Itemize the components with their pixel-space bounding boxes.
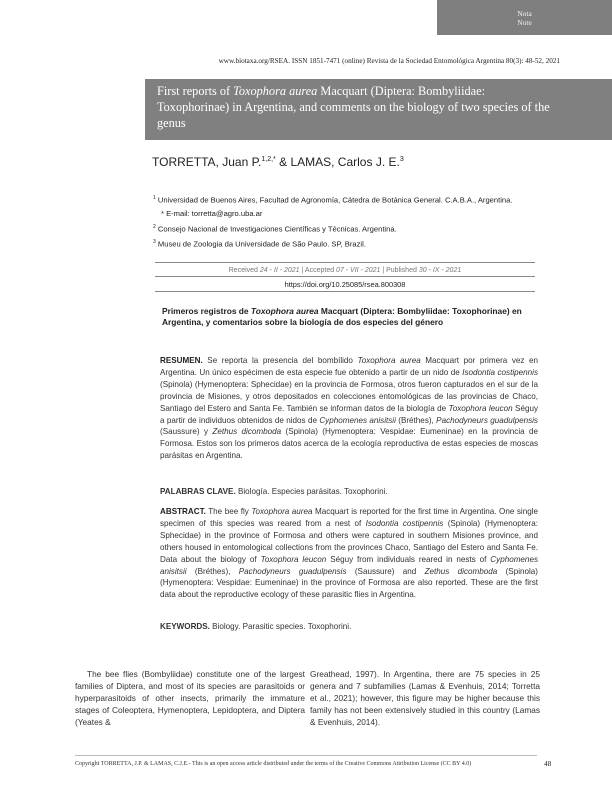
published-date: 30 - IX - 2021 bbox=[418, 267, 462, 274]
body-column-right bbox=[310, 668, 540, 728]
email-text: * E-mail: torretta@agro.uba.ar bbox=[161, 209, 263, 218]
title-species-name: Toxophora aurea bbox=[233, 84, 318, 98]
body-paragraph: Greathead, 1997). In Argentina, there are 75 species in 25 genera and 7 subfamilies (Lamas & Evenhuis, 2014; Torretta et al., 2021); however, this figure may be higher because this family has not been extensively studied in this country (Lamas & Evenhuis, 2014). bbox=[310, 669, 540, 727]
affiliation-1 bbox=[153, 195, 513, 205]
affiliation-marker: 3 bbox=[153, 239, 156, 245]
affiliation-text: Universidad de Buenos Aires, Facultad de Agronomía, Cátedra de Botánica General. C.A.B.A., Argentina. bbox=[157, 195, 513, 205]
affiliation-marker: 1 bbox=[153, 195, 156, 201]
author-name: TORRETTA, Juan P. bbox=[152, 155, 262, 169]
author-name: LAMAS, Carlos J. E. bbox=[290, 155, 400, 169]
species-name: Toxophora leucon bbox=[260, 554, 327, 564]
publication-dates bbox=[155, 267, 535, 274]
author-list bbox=[152, 155, 404, 169]
palabras-clave bbox=[160, 487, 388, 496]
species-name: Pachodyneurs guadulpensis bbox=[238, 566, 347, 576]
resumen-text: (Spinola) (Hymenoptera: Sphecidae) en la provincia de Formosa, otros fueron capturados en el sur de la provincia de Misiones, y otros depositados en colecciones entomológicas de las provincias de Chaco, Santiago del Estero and Santa Fe. También se informan datos de la biología de bbox=[160, 379, 538, 413]
received-date: 24 - II - 2021 bbox=[259, 267, 300, 274]
abstract-paragraph bbox=[160, 506, 538, 601]
note-section-tab bbox=[437, 0, 612, 35]
title-text-part: First reports of bbox=[157, 84, 234, 98]
palabras-clave-label: PALABRAS CLAVE. bbox=[160, 487, 236, 496]
abstract-text: (Spinola) (Hymenoptera: Sphecidae) in the province of Formosa and others were captured in southern Misiones province, and others housed in entomological collections from the provinces Chaco, Santiago del Estero and Santa Fe. Data about the biology of bbox=[160, 518, 538, 564]
footer-divider bbox=[75, 755, 537, 756]
species-name: Zethus dicomboda bbox=[212, 427, 282, 437]
abstract-text: The bee fly bbox=[205, 507, 252, 516]
species-name: Cyphomenes anisitsii bbox=[319, 415, 396, 425]
title-banner bbox=[145, 79, 612, 140]
resumen-text: Macquart por primera vez en Argentina. Un único espécimen de esta especie fue obtenido a partir de un nido de bbox=[160, 356, 538, 377]
resumen-text: Se reporta la presencia del bombílido bbox=[202, 356, 358, 365]
divider-bottom bbox=[155, 291, 535, 292]
abstract-label: ABSTRACT. bbox=[160, 507, 206, 516]
affiliation-marker: 2 bbox=[153, 224, 156, 230]
palabras-clave-text: Biología. Especies parásitas. Toxophorini. bbox=[235, 487, 388, 496]
author-affiliation-marker: 3 bbox=[399, 156, 404, 163]
species-name: Isodontia costipennis bbox=[462, 367, 538, 377]
species-name: Cyphomenes anisitsii bbox=[160, 554, 538, 576]
note-label-es: Nota bbox=[517, 9, 532, 18]
accepted-date: 07 - VII - 2021 bbox=[336, 267, 381, 274]
species-name: Toxophora aurea bbox=[251, 507, 313, 516]
journal-citation-line: www.biotaxa.org/RSEA. ISSN 1851-7471 (online) Revista de la Sociedad Entomológica Argentina 80(3): 48-52, 2021 bbox=[218, 57, 560, 65]
resumen-label: RESUMEN. bbox=[160, 356, 203, 365]
keywords bbox=[160, 622, 351, 631]
spanish-title bbox=[162, 306, 527, 328]
divider-top bbox=[155, 262, 535, 263]
note-label-en: Note bbox=[517, 18, 532, 27]
abstract-text: Macquart is reported for the first time in Argentina. One single specimen of this species was reared from a nest of bbox=[160, 507, 539, 528]
page-number: 48 bbox=[544, 760, 552, 768]
received-label: Received bbox=[228, 267, 260, 274]
species-name: Toxophora leucon bbox=[448, 403, 513, 413]
affiliation-3 bbox=[153, 239, 366, 249]
abstract-text: Séguy from individuals reared in nests of bbox=[326, 554, 491, 564]
species-name: Toxophora aurea bbox=[357, 356, 421, 365]
resumen-text: (Saussure) y bbox=[160, 427, 213, 437]
keywords-label: KEYWORDS. bbox=[160, 622, 210, 631]
divider-middle bbox=[155, 276, 535, 277]
keywords-text: Biology. Parasitic species. Toxophorini. bbox=[209, 622, 352, 631]
abstract-text: (Saussure) and bbox=[346, 566, 425, 576]
title-text-part: Macquart (Diptera: Bombyliidae: Toxophorinae) in Argentina, and comments on the biology of two species of the genus bbox=[157, 84, 550, 130]
abstract-text: (Bréthes), bbox=[186, 566, 239, 576]
resumen-text: (Spinola) (Hymenoptera: Vespidae: Eumeninae) en la provincia de Formosa. Estos son los primeros datos acerca de la ecología reproductiva de estas especies de moscas parásitas en Argentina. bbox=[160, 427, 538, 461]
author-separator: & bbox=[275, 155, 291, 169]
affiliation-text: Consejo Nacional de Investigaciones Científicas y Técnicas. Argentina. bbox=[157, 224, 397, 234]
affiliation-text: Museu de Zoologia da Universidade de São Paulo. SP, Brazil. bbox=[157, 239, 366, 249]
accepted-label: | Accepted bbox=[299, 267, 337, 274]
species-name: Zethus dicomboda bbox=[424, 566, 498, 576]
body-paragraph: The bee flies (Bombyliidae) constitute one of the largest families of Diptera, and most of its species are parasitoids or hyperparasitoids of other insects, primarily the immature stages of Coleoptera, Hymenoptera, Lepidoptera, and Diptera (Yeates & bbox=[75, 669, 305, 727]
body-column-left bbox=[75, 668, 305, 728]
published-label: | Published bbox=[380, 267, 419, 274]
affiliation-2 bbox=[153, 224, 397, 234]
abstract-text: (Spinola) (Hymenoptera: Vespidae: Eumeninae) in the province of Formosa are also reported. These are the first data about the reproductive ecology of these parasitic flies in Argentina. bbox=[160, 566, 539, 600]
article-title bbox=[157, 83, 552, 131]
doi-link[interactable]: https://doi.org/10.25085/rsea.800308 bbox=[284, 280, 406, 289]
species-name: Pachodyneurs guadulpensis bbox=[436, 415, 538, 425]
spanish-title-species: Toxophora aurea bbox=[250, 306, 319, 316]
spanish-title-part: Primeros registros de bbox=[162, 306, 251, 316]
resumen-paragraph bbox=[160, 355, 538, 462]
species-name: Isodontia costipennis bbox=[365, 518, 444, 528]
resumen-text: Séguy a partir de individuos obtenidos de nidos de bbox=[160, 403, 538, 425]
spanish-title-part: Macquart (Diptera: Bombyliidae: Toxophorinae) en Argentina, y comentarios sobre la biología de dos especies del género bbox=[162, 306, 522, 328]
corresponding-email bbox=[161, 209, 262, 218]
copyright-footer: Copyright TORRETTA, J.P. & LAMAS, C.J.E.- This is an open access article distributed under the terms of the Creative Commons Attribution License (CC BY 4.0) bbox=[75, 761, 472, 767]
author-affiliation-marker: 1,2,* bbox=[261, 156, 276, 163]
resumen-text: (Bréthes), bbox=[395, 415, 437, 425]
